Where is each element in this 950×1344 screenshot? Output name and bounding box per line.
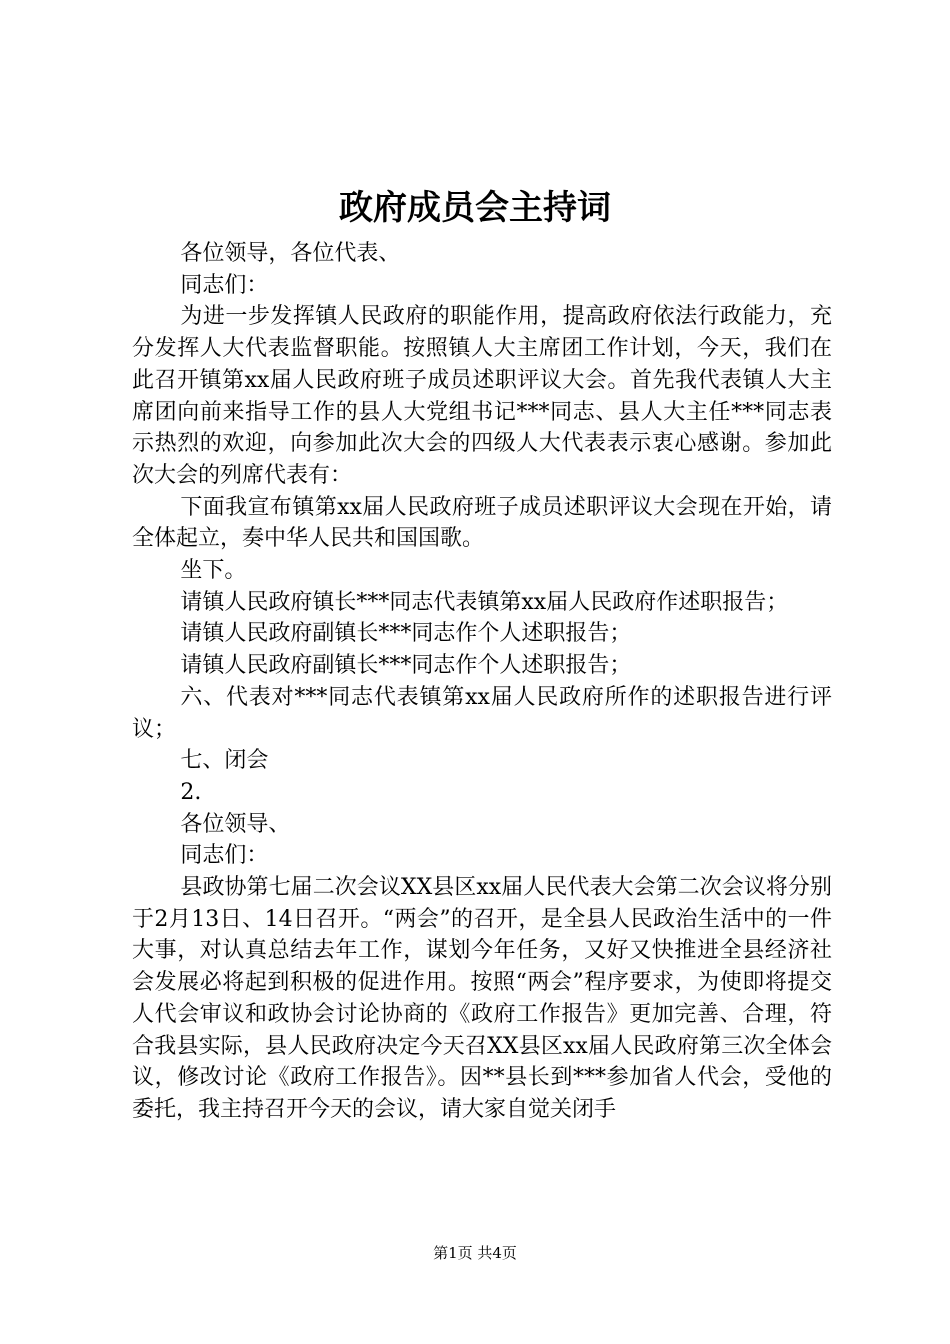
paragraph: 请镇人民政府副镇长***同志作个人述职报告； <box>180 653 632 679</box>
paragraph: 县政协第七届二次会议XX县区xx届人民代表大会第二次会议将分别于2月13日、14日召开。“两会”的召开，是全县人民政治生活中的一件大事，对认真总结去年工作，谋划今年任务，又好又快推进全县经济社会发展必将起到积极的促进作用。按照“两会”程序要求，为使即将提交人代会审议和政协会讨论协商的《政府工作报告》更加完善、合理，符合我县实际，县人民政府决定今天召XX县区xx届人民政府第三次全体会议，修改讨论《政府工作报告》。因**县长到***参加省人代会，受他的委托，我主持召开今天的会议，请大家自觉关闭手 <box>132 875 832 1122</box>
page-footer: 第1页 共4页 <box>433 1244 517 1262</box>
document-title: 政府成员会主持词 <box>339 188 611 228</box>
document-body <box>132 238 832 1126</box>
paragraph: 六、代表对***同志代表镇第xx届人民政府所作的述职报告进行评议； <box>132 684 832 742</box>
paragraph: 七、闭会 <box>180 748 269 774</box>
paragraph: 同志们： <box>180 272 269 298</box>
paragraph: 为进一步发挥镇人民政府的职能作用，提高政府依法行政能力，充分发挥人大代表监督职能。按照镇人大主席团工作计划，今天，我们在此召开镇第xx届人民政府班子成员述职评议大会。首先我代表镇人大主席团向前来指导工作的县人大党组书记***同志、县人大主任***同志表示热烈的欢迎，向参加此次大会的四级人大代表表示衷心感谢。参加此次大会的列席代表有： <box>132 304 832 488</box>
paragraph: 坐下。 <box>180 558 247 584</box>
paragraph: 2. <box>180 779 202 805</box>
paragraph: 各位领导、 <box>180 811 291 837</box>
paragraph: 下面我宣布镇第xx届人民政府班子成员述职评议大会现在开始，请全体起立，奏中华人民共和国国歌。 <box>132 494 832 552</box>
paragraph: 请镇人民政府镇长***同志代表镇第xx届人民政府作述职报告； <box>180 589 789 615</box>
paragraph: 各位领导，各位代表、 <box>180 241 401 266</box>
paragraph: 同志们： <box>180 843 269 869</box>
paragraph: 请镇人民政府副镇长***同志作个人述职报告； <box>180 621 632 647</box>
